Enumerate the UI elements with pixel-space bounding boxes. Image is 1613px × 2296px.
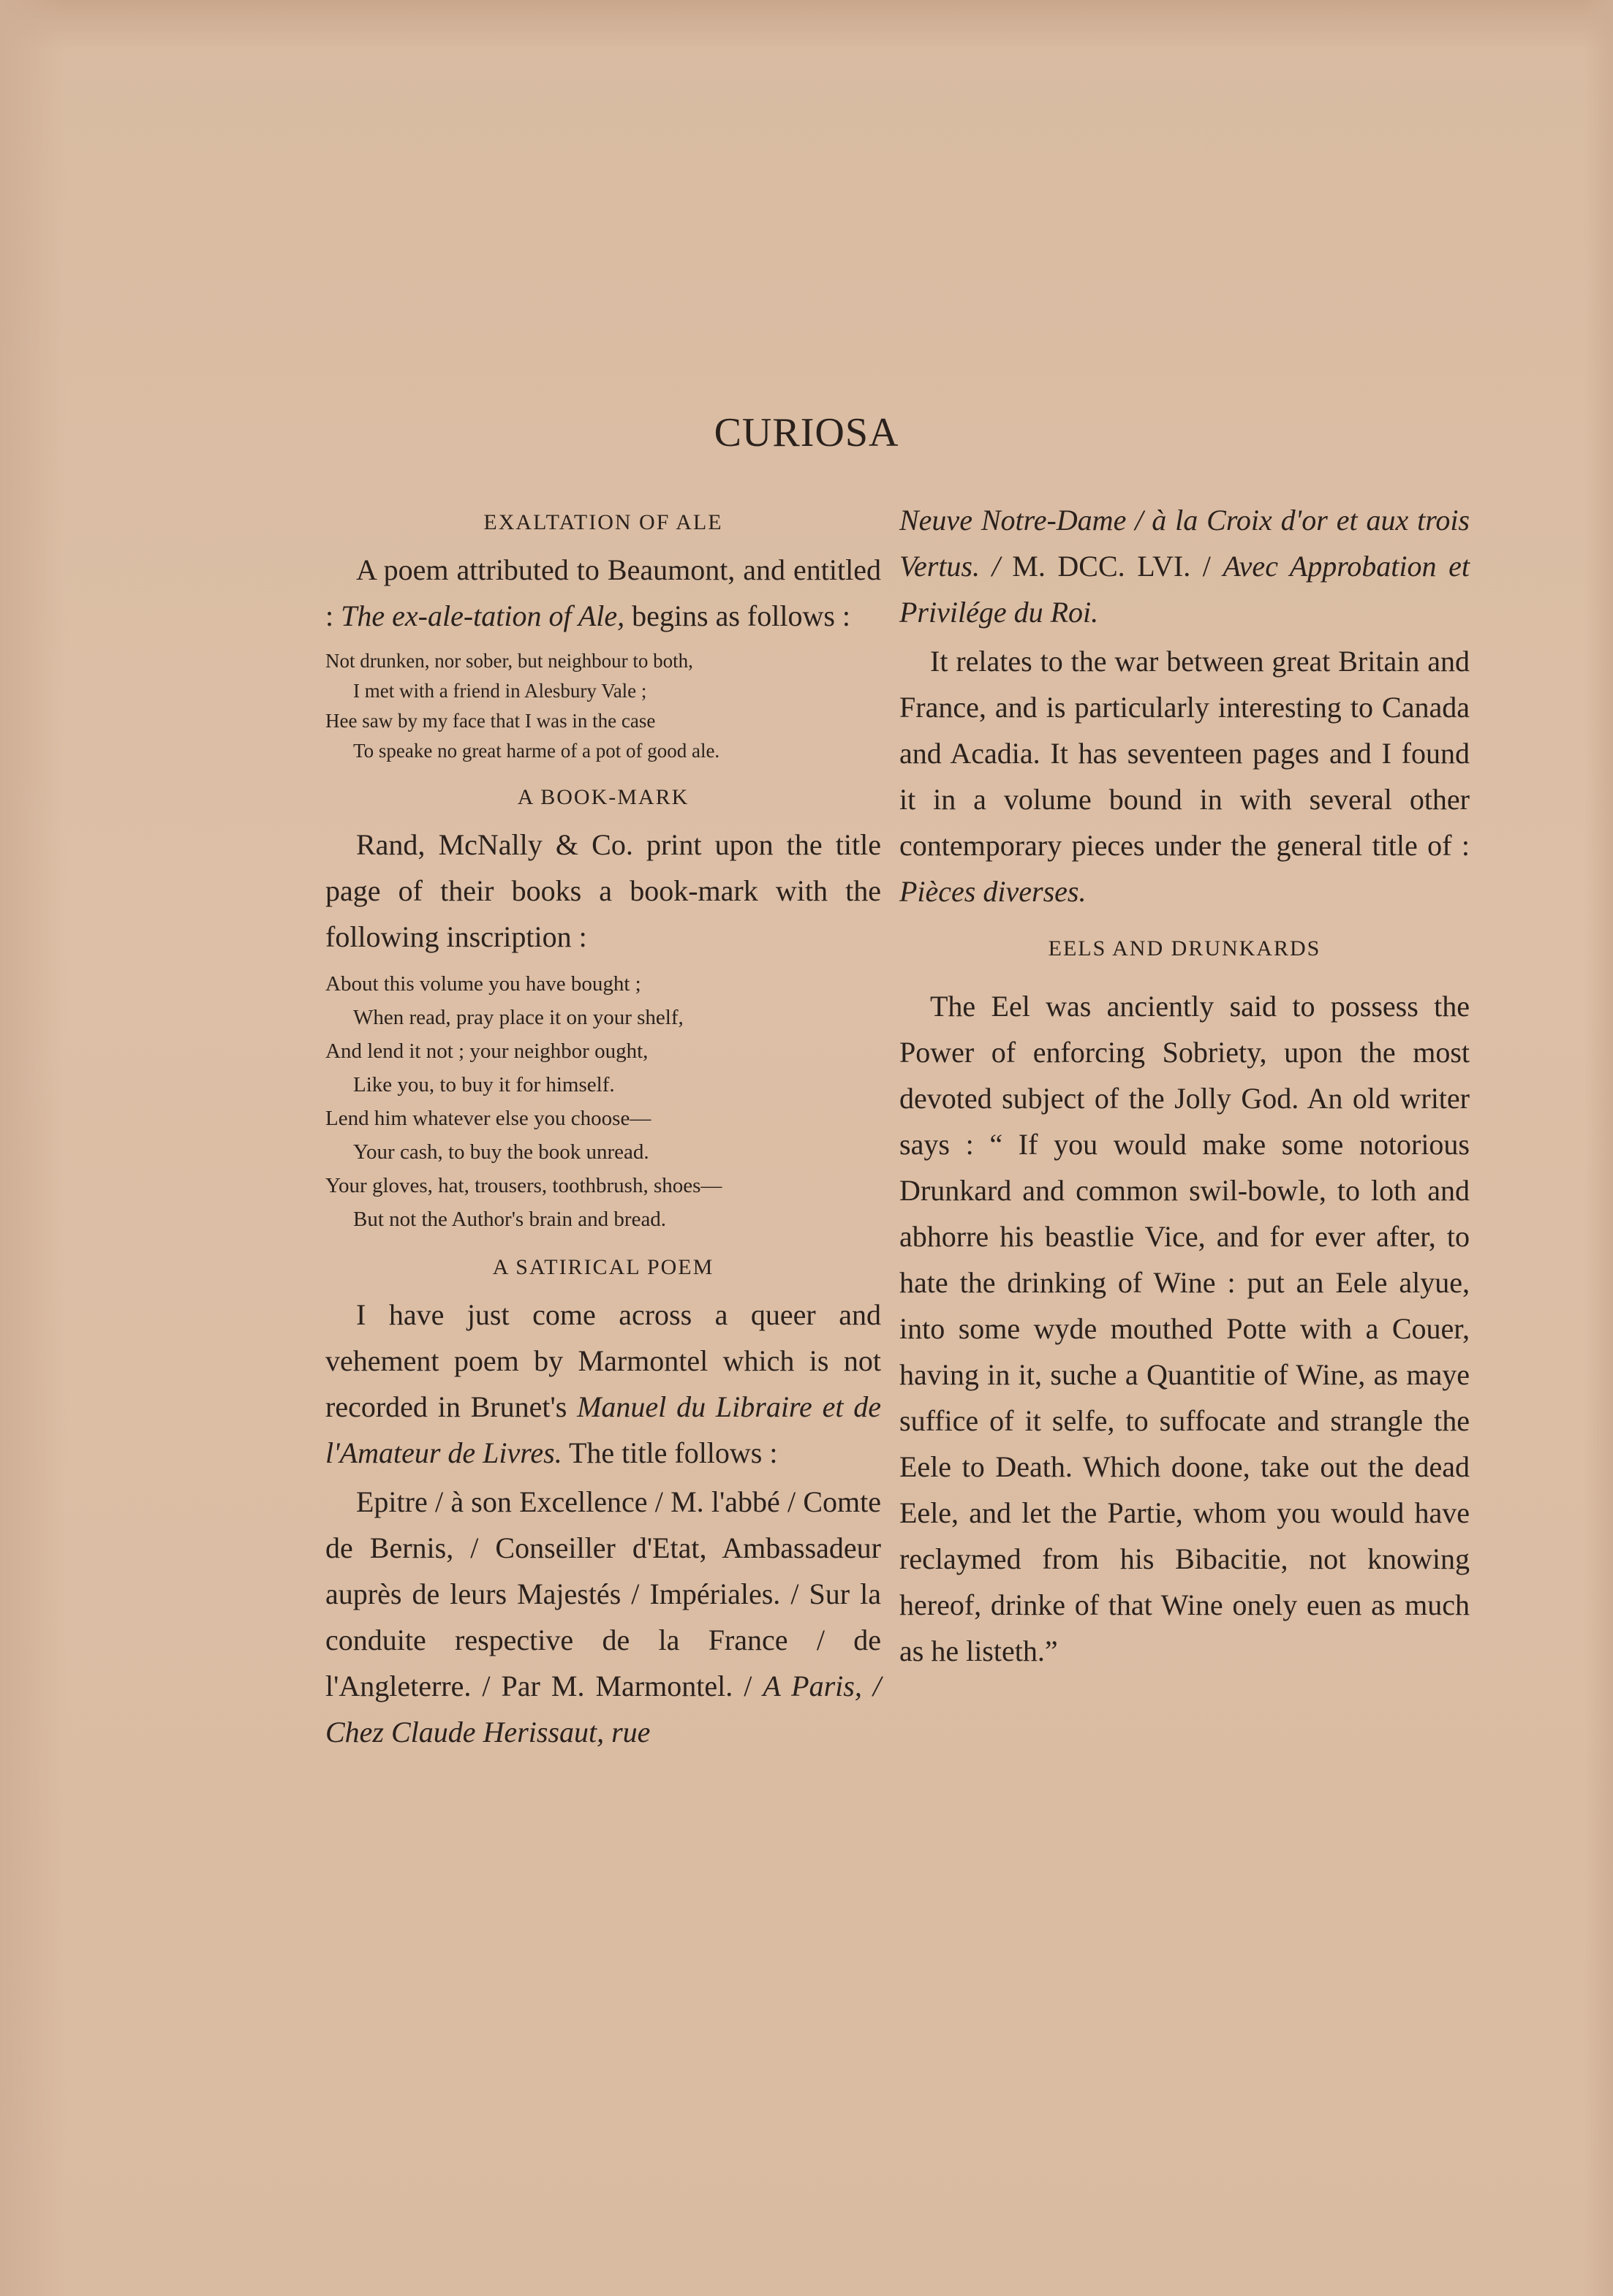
verse-line: When read, pray place it on your shelf, [353, 1006, 684, 1029]
exaltation-intro-end: begins as follows : [624, 599, 851, 632]
ale-verse [325, 646, 881, 766]
verse-line: Your gloves, hat, trousers, toothbrush, shoes— [325, 1174, 722, 1197]
heading-satirical-poem: A SATIRICAL POEM [492, 1255, 714, 1279]
exaltation-intro [325, 547, 881, 639]
paper-right-edge [1584, 0, 1613, 2296]
satirical-text-end: The title follows : [562, 1436, 778, 1469]
poem-title-text: Epitre / à son Excellence / M. l'abbé / Comte de Bernis, / Conseiller d'Etat, Ambassadeur auprès de leurs Majestés / Impériales. / Sur la conduite respective de la France / de l'Angleterre. / Par M. Marmontel. / [325, 1485, 881, 1702]
right-column [899, 497, 1470, 1677]
poem-title-paragraph [325, 1479, 881, 1755]
verse-line: Not drunken, nor sober, but neighbour to both, [325, 650, 693, 672]
verse-line: Like you, to buy it for himself. [353, 1073, 615, 1096]
war-text: It relates to the war between great Britain and France, and is particularly interesting to Canada and Acadia. It has seventeen pages and I found it in a volume bound in with several other contemporary pieces under the general title of : [899, 645, 1470, 862]
war-collection-title: Pièces diverses. [899, 875, 1087, 908]
war-paragraph [899, 638, 1470, 914]
verse-line: To speake no great harme of a pot of good ale. [353, 740, 720, 762]
page-title: CURIOSA [714, 410, 899, 455]
verse-line: About this volume you have bought ; [325, 972, 641, 996]
satirical-text: I have just come across a queer and vehement poem by Marmontel which is not recorded in Brunet's [325, 1298, 881, 1423]
exaltation-intro-title: The ex-ale-tation of Ale, [341, 599, 625, 632]
satirical-paragraph [325, 1292, 881, 1476]
poem-title-date: M. DCC. LVI. / [1000, 550, 1223, 583]
poem-title-address: Neuve Notre-Dame / à la Croix d'or et aux trois Vertus. / [899, 504, 1470, 583]
eels-paragraph: The Eel was anciently said to possess the Power of enforcing Sobriety, upon the most devoted subject of the Jolly God. An old writer says : “ If you would make some notorious Drunkard and common swil-bowle, to loth and abhorre his beastlie Vice, and for ever after, to hate the drinking of Wine : put an Eele alyue, into some wyde mouthed Potte with a Couer, having in it, suche a Quantitie of Wine, as maye suffice of it selfe, to suffocate and strangle the Eele to Death. Which doone, take out the dead Eele, and let the Partie, whom you would have reclaymed from his Bibacitie, not knowing hereof, drinke of that Wine onely euen as much as he listeth.” [899, 990, 1470, 1667]
heading-eels-and-drunkards: EELS AND DRUNKARDS [1048, 936, 1321, 961]
heading-exaltation-of-ale: EXALTATION OF ALE [483, 510, 723, 534]
verse-line: And lend it not ; your neighbor ought, [325, 1039, 649, 1063]
poem-title-publisher: A Paris, / Chez Claude Herissaut, rue [325, 1670, 881, 1748]
book-mark-intro: Rand, McNally & Co. print upon the title page of their books a book-mark with the following inscription : [325, 828, 881, 953]
verse-line: Hee saw by my face that I was in the case [325, 710, 656, 732]
paper-left-edge [0, 0, 66, 2296]
exaltation-intro-text: A poem attributed to Beaumont, and entitled : [325, 553, 881, 632]
satirical-book-title: Manuel du Libraire et de l'Amateur de Livres. [325, 1390, 882, 1469]
book-mark-verse [325, 967, 881, 1236]
poem-title-continued [899, 497, 1470, 635]
verse-line: Your cash, to buy the book unread. [353, 1140, 649, 1164]
verse-line: Lend him whatever else you choose— [325, 1107, 651, 1130]
heading-book-mark: A BOOK-MARK [517, 785, 690, 809]
poem-title-privilege: Avec Approbation et Privilége du Roi. [899, 550, 1470, 629]
verse-line: I met with a friend in Alesbury Vale ; [353, 680, 647, 702]
verse-line: But not the Author's brain and bread. [353, 1208, 667, 1231]
paper-top-edge [0, 0, 1613, 51]
left-column [325, 497, 881, 1758]
